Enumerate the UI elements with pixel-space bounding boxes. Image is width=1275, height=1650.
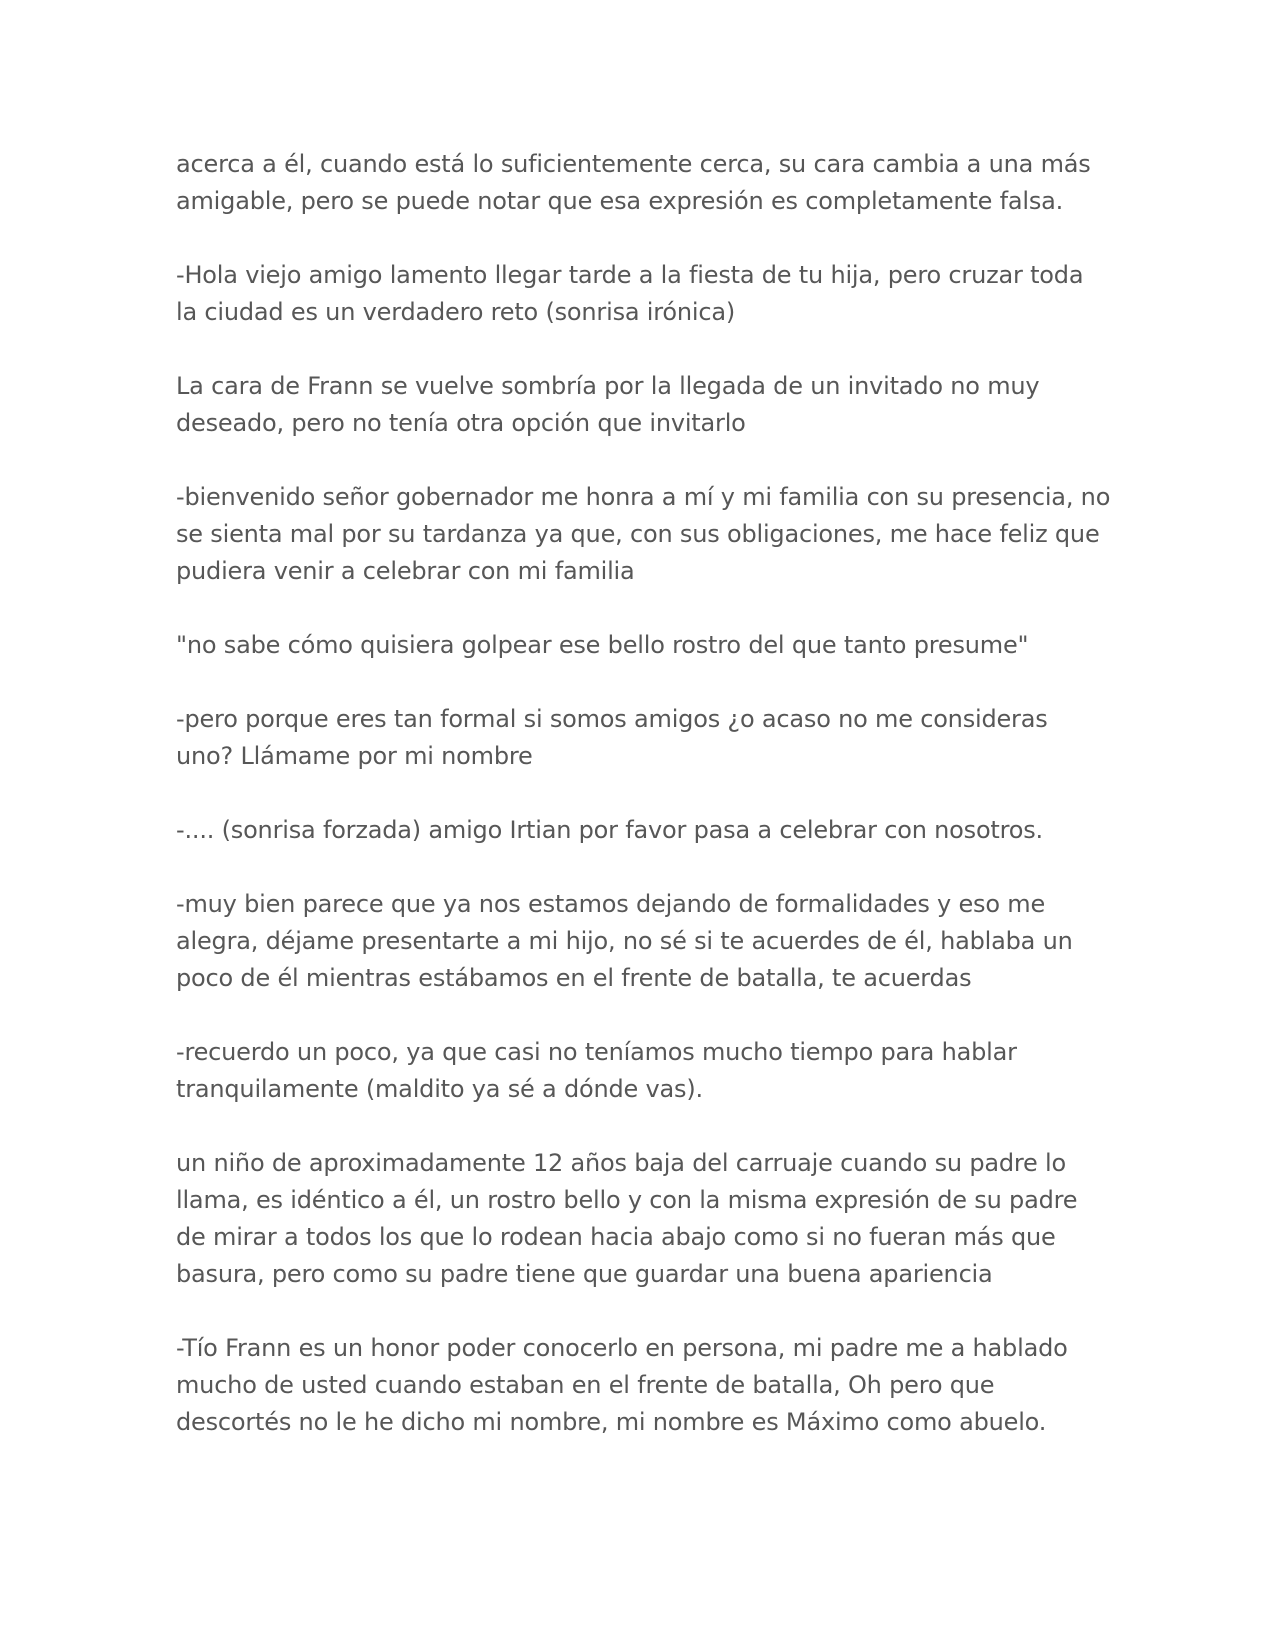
document-body [176, 146, 1111, 1478]
paragraph: La cara de Frann se vuelve sombría por la llegada de un invitado no muy deseado, pero no tenía otra opción que invitarlo [176, 372, 1040, 437]
paragraph: acerca a él, cuando está lo suficientemente cerca, su cara cambia a una más amigable, pero se puede notar que esa expresión es completamente falsa. [176, 150, 1091, 215]
paragraph: -Hola viejo amigo lamento llegar tarde a la fiesta de tu hija, pero cruzar toda la ciudad es un verdadero reto (sonrisa irónica) [176, 261, 1084, 326]
paragraph: un niño de aproximadamente 12 años baja del carruaje cuando su padre lo llama, es idéntico a él, un rostro bello y con la misma expresión de su padre de mirar a todos los que lo rodean hacia abajo como si no fueran más que basura, pero como su padre tiene que guardar una buena apariencia [176, 1149, 1078, 1288]
paragraph: -pero porque eres tan formal si somos amigos ¿o acaso no me consideras uno? Llámame por mi nombre [176, 705, 1048, 770]
paragraph: -.... (sonrisa forzada) amigo Irtian por favor pasa a celebrar con nosotros. [176, 816, 1043, 844]
paragraph: -recuerdo un poco, ya que casi no teníamos mucho tiempo para hablar tranquilamente (maldito ya sé a dónde vas). [176, 1038, 1017, 1103]
paragraph: -muy bien parece que ya nos estamos dejando de formalidades y eso me alegra, déjame presentarte a mi hijo, no sé si te acuerdes de él, hablaba un poco de él mientras estábamos en el frente de batalla, te acuerdas [176, 890, 1073, 992]
paragraph: "no sabe cómo quisiera golpear ese bello rostro del que tanto presume" [176, 631, 1029, 659]
paragraph: -Tío Frann es un honor poder conocerlo en persona, mi padre me a hablado mucho de usted cuando estaban en el frente de batalla, Oh pero que descortés no le he dicho mi nombre, mi nombre es Máximo como abuelo. [176, 1334, 1068, 1436]
paragraph: -bienvenido señor gobernador me honra a mí y mi familia con su presencia, no se sienta mal por su tardanza ya que, con sus obligaciones, me hace feliz que pudiera venir a celebrar con mi familia [176, 483, 1111, 585]
